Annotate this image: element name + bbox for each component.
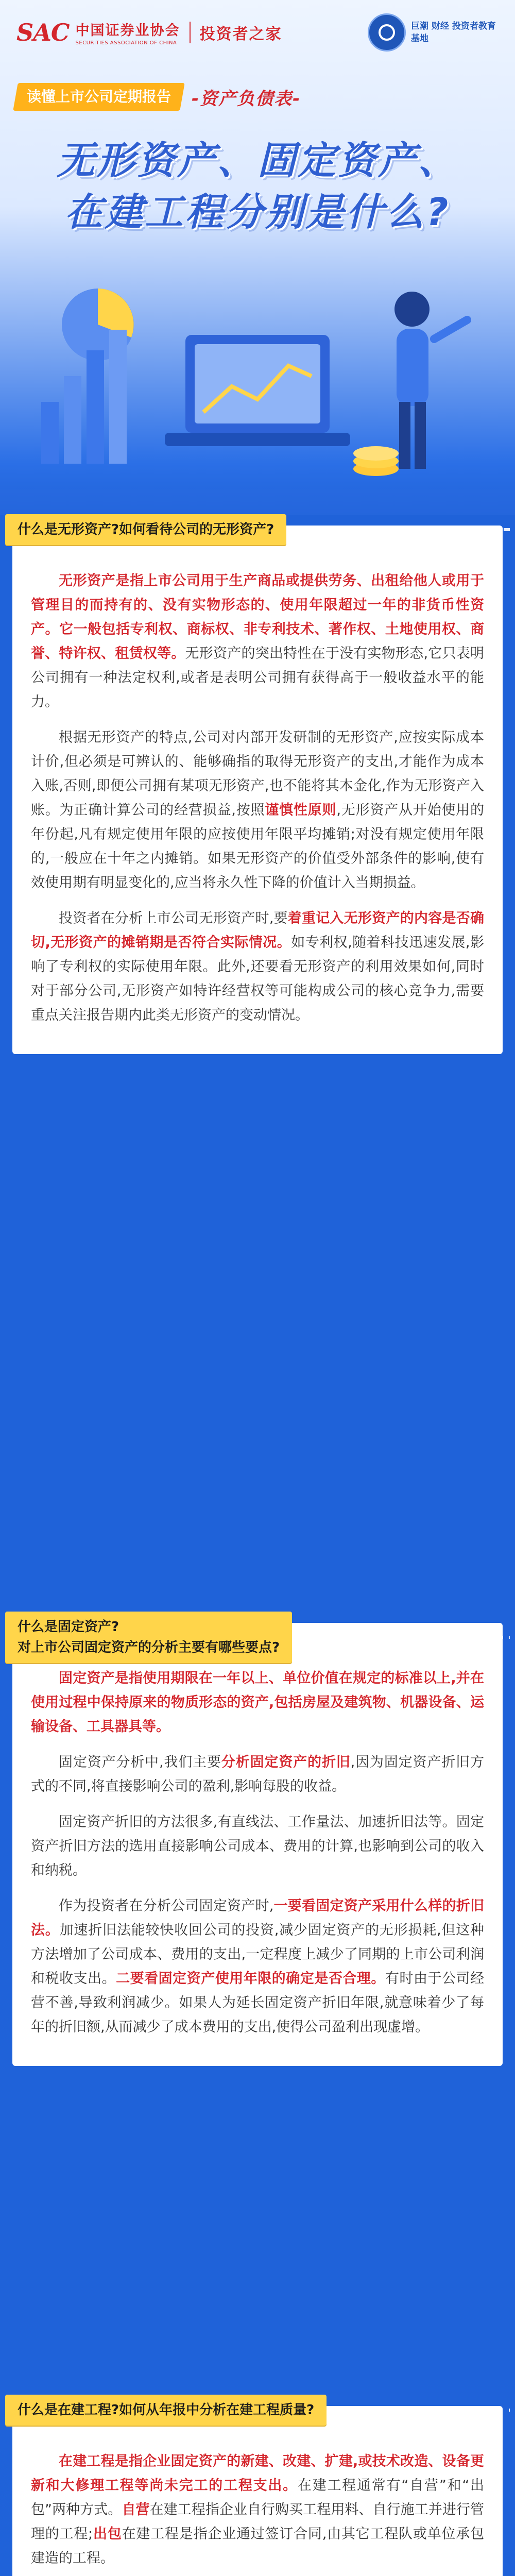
highlighted-text: 着重记入无形资产的内容是否确切,无形资产的摊销期是否符合实际情况。 xyxy=(31,910,484,951)
logo-divider xyxy=(190,22,191,43)
paragraph xyxy=(31,1810,484,1883)
paragraph xyxy=(31,1750,484,1799)
partner-seal-icon xyxy=(368,13,406,52)
title-line-2: 在建工程分别是什么? xyxy=(64,190,451,234)
paragraph xyxy=(31,2449,484,2570)
laptop-icon xyxy=(165,335,350,446)
section-header xyxy=(5,1612,510,1663)
investor-home-label: 投资者之家 xyxy=(199,25,282,43)
body-text: ,因为固定资产折旧方式的不同,将直接影响公司的盈利,影响每股的收益。 xyxy=(31,1754,484,1794)
page-title xyxy=(0,135,515,238)
section-body xyxy=(31,1666,484,2039)
paragraph xyxy=(31,906,484,1027)
section-card-intangible-assets xyxy=(12,522,503,1054)
highlighted-text: 一要看固定资产采用什么样的折旧法。 xyxy=(31,1898,484,1938)
section-card-fixed-assets xyxy=(12,1619,503,2066)
sac-logo-bar xyxy=(16,14,282,50)
body-text: 如专利权,随着科技迅速发展,影响了专利权的实际使用年限。此外,还要看无形资产的利用效果如何,同时对于部分公司,无形资产如特许经营权等可能构成公司的核心竞争力,需要重点关注报告期内此类无形资产的变动情况。 xyxy=(31,935,484,1023)
body-text: 固定资产分析中,我们主要 xyxy=(59,1754,221,1770)
org-name-cn: 中国证券业协会 xyxy=(75,23,180,39)
section-heading: 什么是在建工程?如何从年报中分析在建工程质量? xyxy=(5,2395,327,2426)
topic-tag: -资产负债表- xyxy=(192,88,301,109)
paragraph xyxy=(31,1894,484,2039)
section-body xyxy=(31,569,484,1027)
logo-texts xyxy=(76,19,180,46)
paragraph xyxy=(31,1666,484,1739)
highlighted-text: 分析固定资产的折旧 xyxy=(221,1754,351,1770)
hero-illustration xyxy=(0,247,515,515)
highlighted-text: 无形资产是指上市公司用于生产商品或提供劳务、出租给他人或用于管理目的而持有的、没有实物形态的、使用年限超过一年的非货币性资产 xyxy=(31,573,484,637)
highlighted-text: 在建工程是指企业固定资产的新建、改建、扩建,或技术改造、设备更新和大修理工程等尚未完工的工程支出。 xyxy=(31,2453,484,2494)
series-tag xyxy=(13,83,185,111)
section-header xyxy=(5,2395,510,2426)
section-body xyxy=(31,2449,484,2576)
sac-logo: SAC xyxy=(16,19,70,46)
section-header xyxy=(5,514,510,545)
partner-name: 巨潮 财经 投资者教育基地 xyxy=(411,21,496,44)
body-text: 根据无形资产的特点,公司对内部开发研制的无形资产,应按实际成本计价,但必须是可辨认的、能够确指的取得无形资产的支出,才能作为成本入账,否则,即便公司拥有某项无形资产,也不能将其本金化,作为无形资产入账。为正确计算公司的经营损益,按照 xyxy=(31,730,484,818)
section-card-construction-in-progress xyxy=(12,2402,503,2576)
body-text: 加速折旧法能较快收回公司的投资,减少固定资产的无形损耗,但这种方法增加了公司成本、费用的支出,一定程度上减少了同期的上市公司利润和税收支出。 xyxy=(31,1922,485,1987)
body-text: 投资者在分析上市公司无形资产时,要 xyxy=(59,910,288,926)
body-text: 在建工程指企业自行购买工程用料、自行施工并进行管理的工程; xyxy=(31,2502,484,2542)
section-heading: 什么是固定资产? 对上市公司固定资产的分析主要有哪些要点? xyxy=(5,1612,292,1663)
heading-decoration xyxy=(299,1636,510,1639)
paragraph xyxy=(31,569,484,714)
body-text: 有时由于公司经营不善,导致利润减少。如果人为延长固定资产折旧年限,就意味着少了每年的折旧额,从而减少了成本费用的支出,使得公司盈利出现虚增。 xyxy=(31,1971,485,2035)
body-text: ,无形资产从开始使用的年份起,凡有规定使用年限的应按使用年限平均摊销;对没有规定使用年限的,一般应在十年之内摊销。如果无形资产的价值受外部条件的影响,使有效使用期有明显变化的,应当将永久性下降的价值计入当期损益。 xyxy=(31,802,484,891)
body-text: 在建工程是指企业通过签订合同,由其它工程队或单位承包建造的工程。 xyxy=(31,2526,484,2566)
body-text: 作为投资者在分析公司固定资产时, xyxy=(59,1898,274,1914)
series-banner xyxy=(15,81,500,112)
paragraph xyxy=(31,725,484,895)
highlighted-text: 谨慎性原则 xyxy=(265,802,337,818)
highlighted-text: 出包 xyxy=(93,2526,122,2542)
highlighted-text: 自营 xyxy=(122,2502,150,2518)
hero-header xyxy=(0,0,515,515)
title-line-1: 无形资产、固定资产、 xyxy=(57,139,458,183)
body-text: 固定资产折旧的方法很多,有直线法、工作量法、加速折旧法等。固定资产折旧方法的选用直接影响公司成本、费用的计算,也影响到公司的收入和纳税。 xyxy=(31,1814,484,1878)
partner-logo xyxy=(368,13,499,52)
highlighted-text: 二要看固定资产使用年限的确定是否合理。 xyxy=(116,1971,385,1987)
coin-stack-icon xyxy=(353,446,399,476)
series-tag-label: 读懂上市公司定期报告 xyxy=(27,88,171,105)
highlighted-text: 。它一般包括专利权、商标权、非专利技术、著作权、土地使用权、商誉、特许权、租赁权等。 xyxy=(31,621,485,662)
org-name-en: SECURITIES ASSOCIATION OF CHINA xyxy=(75,40,177,46)
person-figure-icon xyxy=(394,292,473,469)
heading-decoration xyxy=(294,528,510,531)
highlighted-text: 固定资产是指使用期限在一年以上、单位价值在规定的标准以上,并在使用过程中保持原来的物质形态的资产,包括房屋及建筑物、机器设备、运输设备、工具器具等。 xyxy=(31,1670,484,1735)
section-heading: 什么是无形资产?如何看待公司的无形资产? xyxy=(5,514,286,545)
body-text: 无形资产的突出特性在于没有实物形态,它只表明公司拥有一种法定权利,或者是表明公司拥有获得高于一般收益水平的能力。 xyxy=(31,646,484,710)
heading-decoration xyxy=(334,2409,510,2412)
body-text: 在建工程通常有“自营”和“出包”两种方式。 xyxy=(31,2478,484,2518)
